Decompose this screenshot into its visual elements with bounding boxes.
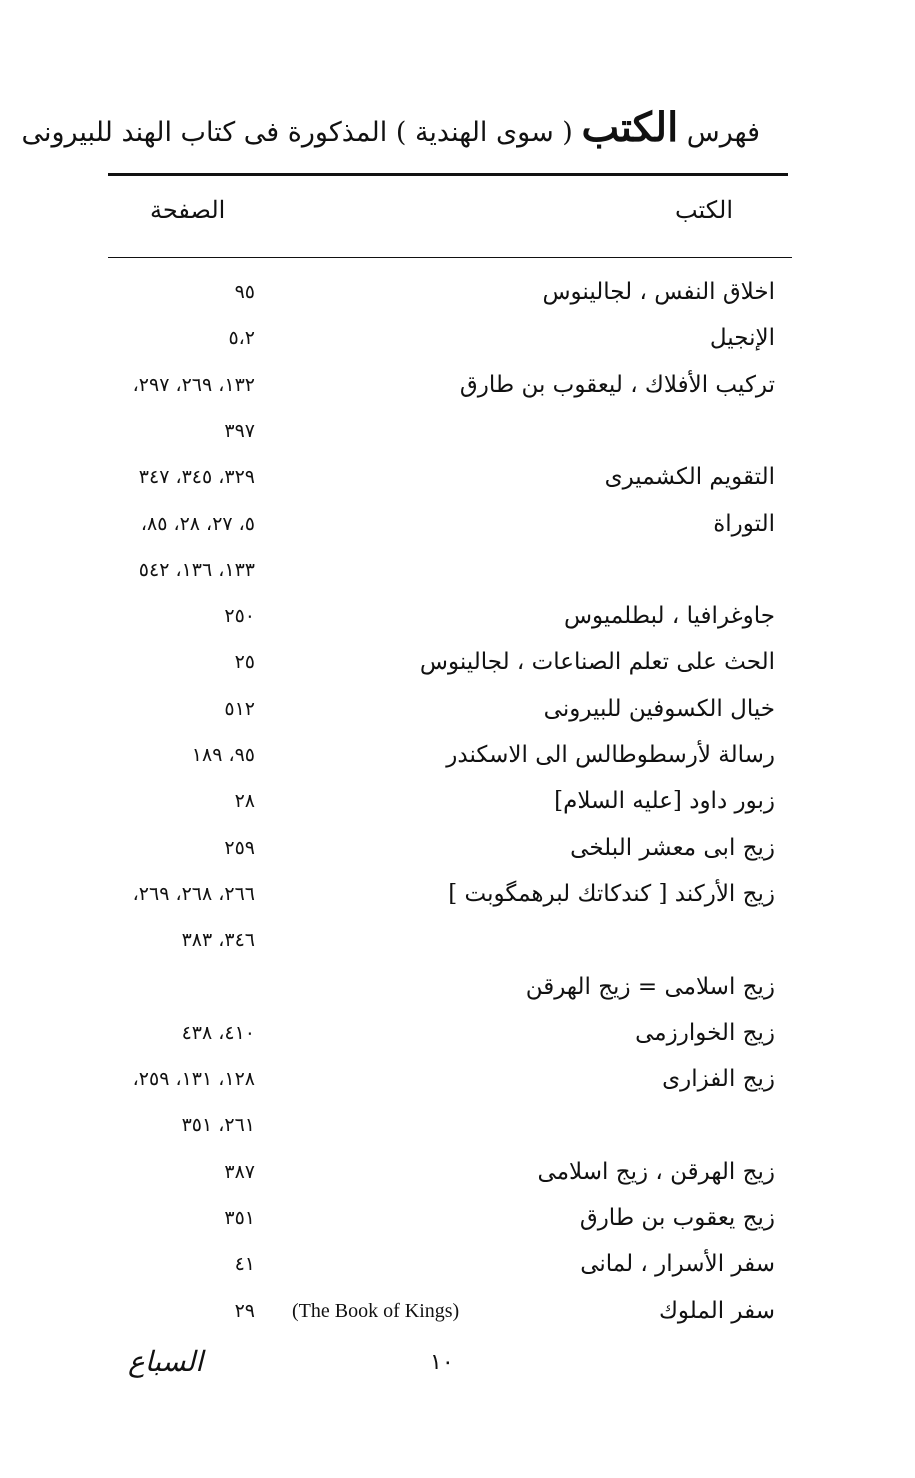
index-entry xyxy=(0,318,915,362)
index-entry xyxy=(0,504,915,548)
index-entry xyxy=(0,828,915,872)
entry-title: سفر الأسرار ، لمانى xyxy=(580,1251,775,1277)
title-rest: ( سوى الهندية ) المذكورة فى كتاب الهند للبيرونى xyxy=(21,117,573,148)
index-entry xyxy=(0,596,915,640)
column-header-books: الكتب xyxy=(674,196,733,224)
entry-title: زيج الأركند [ كندكاتك لبرهمگوبت ] xyxy=(448,881,775,907)
entry-pages: ٣٢٩، ٣٤٥، ٣٤٧ xyxy=(138,466,255,488)
signature: السباع xyxy=(128,1345,203,1378)
index-entry xyxy=(0,1198,915,1242)
entry-title: التوراة xyxy=(713,511,775,537)
entry-pages: ٢٥٩ xyxy=(224,837,255,859)
entry-title: تركيب الأفلاك ، ليعقوب بن طارق xyxy=(459,372,775,398)
entry-title: الحث على تعلم الصناعات ، لجالينوس xyxy=(419,649,775,675)
entry-title: الإنجيل xyxy=(709,325,775,351)
entry-title: جاوغرافيا ، لبطلميوس xyxy=(563,603,775,629)
index-entry xyxy=(0,1059,915,1103)
entry-title: زيج الهرقن ، زيج اسلامى xyxy=(537,1159,775,1185)
entry-title: رسالة لأرسطوطالس الى الاسكندر xyxy=(446,742,775,768)
column-header-page: الصفحة xyxy=(150,196,226,224)
page-title xyxy=(21,104,760,153)
entry-pages: ٢٥٠ xyxy=(224,605,255,627)
entry-pages: ٤١ xyxy=(234,1253,255,1275)
entry-title: زبور داود [عليه السلام] xyxy=(554,788,775,814)
entry-pages: ٩٥، ١٨٩ xyxy=(191,744,255,766)
title-word-index: فهرس xyxy=(686,117,760,148)
title-rule xyxy=(108,173,788,176)
index-entry xyxy=(0,365,915,409)
entry-pages: ٥١٢ xyxy=(224,698,255,720)
index-entry xyxy=(0,272,915,316)
entry-title: اخلاق النفس ، لجالينوس xyxy=(542,279,775,305)
index-entry xyxy=(0,642,915,686)
index-entry xyxy=(0,689,915,733)
entry-pages: ٣٩٧ xyxy=(224,420,255,442)
index-entry xyxy=(0,1105,915,1149)
index-entry xyxy=(0,781,915,825)
entry-pages: ٢٦١، ٣٥١ xyxy=(181,1114,255,1136)
index-entry xyxy=(0,411,915,455)
entry-pages: ١٣٣، ١٣٦، ٥٤٢ xyxy=(138,559,255,581)
entry-title: زيج الفزارى xyxy=(662,1066,775,1092)
entry-title: زيج ابى معشر البلخى xyxy=(570,835,775,861)
entry-pages: ٣٤٦، ٣٨٣ xyxy=(181,929,255,951)
index-entry xyxy=(0,1013,915,1057)
index-entry xyxy=(0,920,915,964)
entry-pages: ٥، ٢٧، ٢٨، ٨٥، xyxy=(140,513,255,535)
title-word-books: الكتب xyxy=(581,104,679,151)
index-entry xyxy=(0,735,915,779)
entry-pages: ٢٨ xyxy=(234,790,255,812)
entry-title: سفر الملوك xyxy=(658,1298,775,1324)
entry-title: خيال الكسوفين للبيرونى xyxy=(543,696,775,722)
entry-pages: ٣٨٧ xyxy=(224,1161,255,1183)
entry-title: التقويم الكشميرى xyxy=(604,464,775,490)
header-rule xyxy=(108,257,792,258)
entry-note: (The Book of Kings) xyxy=(292,1300,460,1322)
index-entry xyxy=(0,967,915,1011)
index-entry xyxy=(0,1291,915,1335)
entry-pages: ٩٥ xyxy=(234,281,255,303)
index-entry xyxy=(0,1152,915,1196)
entry-title: زيج اسلامى = زيج الهرقن xyxy=(525,974,775,1000)
entry-pages: ٢٦٦، ٢٦٨، ٢٦٩، xyxy=(132,883,255,905)
index-entry xyxy=(0,874,915,918)
entry-pages: ٢٩ xyxy=(234,1300,255,1322)
entry-title: زيج الخوارزمى xyxy=(635,1020,775,1046)
entry-pages: ١٢٨، ١٣١، ٢٥٩، xyxy=(132,1068,255,1090)
entry-pages: ١٣٢، ٢٦٩، ٢٩٧، xyxy=(132,374,255,396)
entry-pages: ٣٥١ xyxy=(224,1207,255,1229)
entry-pages: ٥،٢ xyxy=(228,327,255,349)
entry-title: زيج يعقوب بن طارق xyxy=(579,1205,775,1231)
index-entry xyxy=(0,550,915,594)
index-entry xyxy=(0,1244,915,1288)
page-number: ١٠ xyxy=(430,1350,454,1375)
entry-pages: ٤١٠، ٤٣٨ xyxy=(181,1022,255,1044)
entry-pages: ٢٥ xyxy=(234,651,255,673)
index-entry xyxy=(0,457,915,501)
